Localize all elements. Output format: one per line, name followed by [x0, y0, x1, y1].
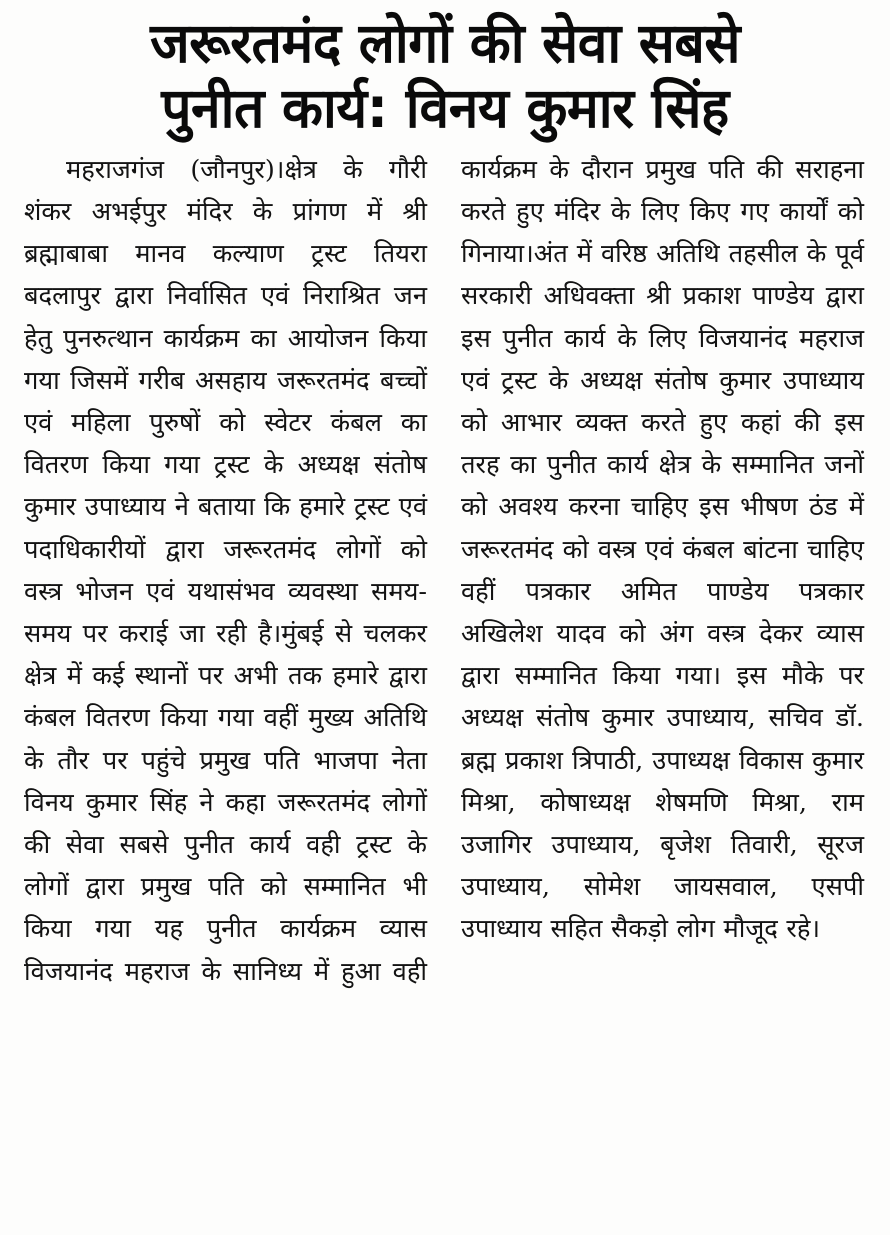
headline-line-1: जरूरतमंद लोगों की सेवा सबसे — [150, 11, 740, 75]
article-body — [0, 139, 890, 1035]
headline-line-2: पुनीत कार्य: विनय कुमार सिंह — [161, 76, 729, 141]
article-headline — [0, 0, 890, 139]
body-text-right: कार्यक्रम के दौरान प्रमुख पति की सराहना करते हुए मंदिर के लिए किए गए कार्यों को गिनाया।अंत में वरिष्ठ अतिथि तहसील के पूर्व सरकारी अधिवक्ता श्री प्रकाश पाण्डेय द्वारा इस पुनीत कार्य के लिए विजयानंद महराज एवं ट्रस्ट के अध्यक्ष संतोष कुमार उपाध्याय को आभार व्यक्त करते हुए कहां की इस तरह का पुनीत कार्य क्षेत्र के सम्मानित जनों को अवश्य करना चाहिए इस भीषण ठंड में जरूरतमंद को वस्त्र एवं कंबल बांटना चाहिए वहीं पत्रकार अमित पाण्डेय पत्रकार अखिलेश यादव को अंग वस्त्र देकर व्यास द्वारा सम्मानित किया गया। इस मौके पर अध्यक्ष संतोष कुमार उपाध्याय, सचिव डॉ. ब्रह्म प्रकाश त्रिपाठी, उपाध्यक्ष विकास कुमार मिश्रा, कोषाध्यक्ष शेषमणि मिश्रा, राम उजागिर उपाध्याय, बृजेश तिवारी, सूरज उपाध्याय, सोमेश जायसवाल, एसपी उपाध्याय सहित सैकड़ो लोग मौजूद रहे। — [461, 154, 864, 945]
body-text-left: महराजगंज (जौनपुर)।क्षेत्र के गौरी शंकर अभईपुर मंदिर के प्रांगण में श्री ब्रह्माबाबा मानव कल्याण ट्रस्ट तियरा बदलापुर द्वारा निर्वासित एवं निराश्रित जन हेतु पुनरुत्थान कार्यक्रम का आयोजन किया गया जिसमें गरीब असहाय जरूरतमंद बच्चों एवं महिला पुरुषों को स्वेटर कंबल का वितरण किया गया ट्रस्ट के अध्यक्ष संतोष कुमार उपाध्याय ने बताया कि हमारे ट्रस्ट एवं पदाधिकारीयों द्वारा जरूरतमंद लोगों को वस्त्र भोजन एवं यथासंभव व्यवस्था समय-समय पर कराई जा रही है।मुंबई से चलकर क्षेत्र में कई स्थानों पर अभी तक हमारे द्वारा कंबल वितरण किया गया वहीं मुख्य अतिथि के तौर पर पहुंचे प्रमुख पति भाजपा नेता विनय कुमार सिंह ने कहा जरूरतमंद लोगों की सेवा सबसे पुनीत कार्य वही ट्रस्ट के लोगों द्वारा प्रमुख पति को सम्मानित भी किया गया यह पुनीत कार्यक्रम व्यास विजयानंद महराज के सानिध्य में हुआ वही — [24, 154, 427, 987]
body-column-right — [461, 149, 864, 951]
body-column-left — [24, 149, 427, 1035]
